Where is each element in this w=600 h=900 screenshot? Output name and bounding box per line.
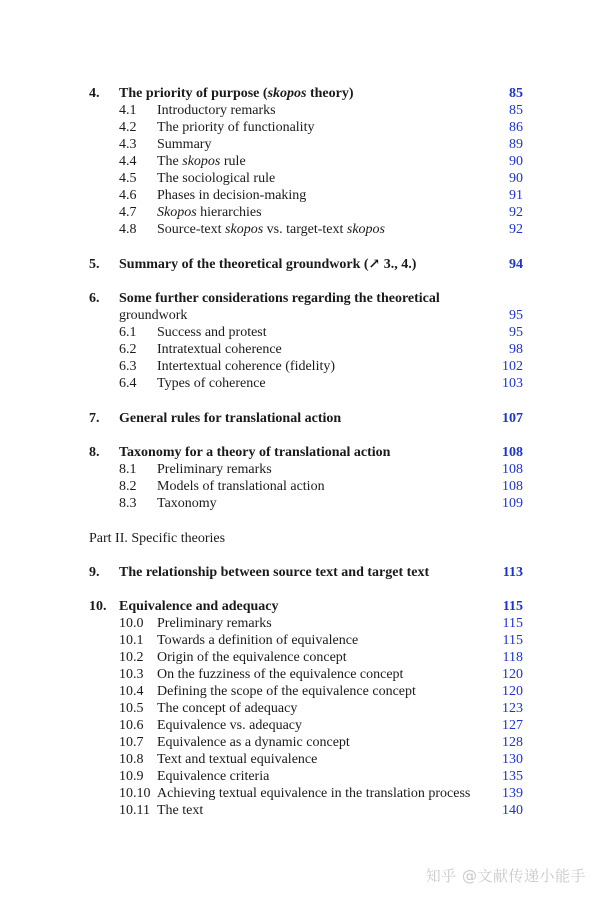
- entry-number: 6.1: [119, 325, 137, 340]
- entry-number: 4.6: [119, 188, 137, 203]
- page-number-link[interactable]: 90: [509, 154, 523, 169]
- entry-title: Some further considerations regarding the theoretical: [119, 291, 440, 306]
- entry-title: Types of coherence: [157, 376, 266, 391]
- entry-number: 4.7: [119, 205, 137, 220]
- section-entry[interactable]: [0, 717, 600, 734]
- entry-number: 5.: [89, 257, 100, 272]
- page-number-link[interactable]: 118: [502, 650, 523, 665]
- chapter-entry[interactable]: [0, 290, 600, 307]
- page-number-link[interactable]: 91: [509, 188, 523, 203]
- entry-title: Source-text skopos vs. target-text skopos: [157, 222, 386, 237]
- section-entry[interactable]: [0, 683, 600, 700]
- section-entry[interactable]: [0, 615, 600, 632]
- page-number-link[interactable]: 123: [502, 701, 523, 716]
- section-entry[interactable]: [0, 802, 600, 819]
- section-entry[interactable]: [0, 495, 600, 512]
- entry-title: Preliminary remarks: [157, 462, 272, 477]
- page-number-link[interactable]: 94: [509, 257, 523, 272]
- entry-title: The relationship between source text and target text: [119, 565, 430, 580]
- section-entry[interactable]: [0, 734, 600, 751]
- entry-number: 4.5: [119, 171, 137, 186]
- entry-title: Equivalence and adequacy: [119, 599, 279, 614]
- chapter-entry[interactable]: [0, 564, 600, 581]
- section-entry[interactable]: [0, 700, 600, 717]
- page-number-link[interactable]: 113: [502, 565, 523, 580]
- page-number-link[interactable]: 115: [502, 633, 523, 648]
- page-number-link[interactable]: 135: [502, 769, 523, 784]
- entry-title: Success and protest: [157, 325, 267, 340]
- entry-title: Equivalence vs. adequacy: [157, 718, 302, 733]
- page-number-link[interactable]: 115: [502, 599, 523, 614]
- entry-number: 8.: [89, 445, 100, 460]
- entry-title: Towards a definition of equivalence: [157, 633, 359, 648]
- entry-number: 4.2: [119, 120, 137, 135]
- section-entry[interactable]: [0, 102, 600, 119]
- entry-title: Intratextual coherence: [157, 342, 282, 357]
- page-number-link[interactable]: 92: [509, 222, 523, 237]
- page-number-link[interactable]: 139: [502, 786, 523, 801]
- page-number-link[interactable]: 109: [502, 496, 523, 511]
- page-number-link[interactable]: 95: [509, 308, 523, 323]
- section-entry[interactable]: [0, 170, 600, 187]
- section-entry[interactable]: [0, 341, 600, 358]
- entry-number: 10.5: [119, 701, 144, 716]
- page-number-link[interactable]: 98: [509, 342, 523, 357]
- section-entry[interactable]: [0, 358, 600, 375]
- entry-number: 6.: [89, 291, 100, 306]
- page-number-link[interactable]: 108: [502, 462, 523, 477]
- section-entry[interactable]: [0, 785, 600, 802]
- entry-title: The sociological rule: [157, 171, 276, 186]
- entry-number: 10.6: [119, 718, 144, 733]
- page-number-link[interactable]: 108: [502, 479, 523, 494]
- entry-title: Summary: [157, 137, 212, 152]
- entry-title: The priority of functionality: [157, 120, 315, 135]
- chapter-entry[interactable]: [0, 85, 600, 102]
- entry-title: Taxonomy: [157, 496, 217, 511]
- section-entry[interactable]: [0, 153, 600, 170]
- section-entry[interactable]: [0, 221, 600, 238]
- page-number-link[interactable]: 107: [502, 411, 523, 426]
- entry-title: Skopos hierarchies: [157, 205, 262, 220]
- entry-number: 10.8: [119, 752, 144, 767]
- entry-number: 10.3: [119, 667, 144, 682]
- entry-title: Intertextual coherence (fidelity): [157, 359, 336, 374]
- page-number-link[interactable]: 120: [502, 667, 523, 682]
- entry-number: 6.3: [119, 359, 137, 374]
- entry-number: 4.8: [119, 222, 137, 237]
- entry-title: groundwork: [119, 308, 188, 323]
- page-number-link[interactable]: 130: [502, 752, 523, 767]
- section-entry[interactable]: [0, 478, 600, 495]
- entry-title: Taxonomy for a theory of translational action: [119, 445, 391, 460]
- page-number-link[interactable]: 86: [509, 120, 523, 135]
- entry-title: The priority of purpose (skopos theory): [119, 86, 354, 101]
- entry-number: 10.4: [119, 684, 144, 699]
- entry-title: Equivalence as a dynamic concept: [157, 735, 350, 750]
- entry-number: 10.10: [119, 786, 151, 801]
- entry-title: Defining the scope of the equivalence concept: [157, 684, 416, 699]
- entry-number: 6.2: [119, 342, 137, 357]
- entry-title: General rules for translational action: [119, 411, 342, 426]
- entry-number: 8.1: [119, 462, 137, 477]
- page-number-link[interactable]: 95: [509, 325, 523, 340]
- entry-title: Origin of the equivalence concept: [157, 650, 347, 665]
- page-number-link[interactable]: 85: [509, 86, 523, 101]
- entry-number: 10.2: [119, 650, 144, 665]
- section-entry[interactable]: [0, 375, 600, 392]
- entry-title: Preliminary remarks: [157, 616, 272, 631]
- page-number-link[interactable]: 120: [502, 684, 523, 699]
- chapter-entry[interactable]: [0, 598, 600, 615]
- page-number-link[interactable]: 92: [509, 205, 523, 220]
- entry-number: 4.4: [119, 154, 137, 169]
- section-entry[interactable]: [0, 204, 600, 221]
- section-entry[interactable]: [0, 324, 600, 341]
- entry-number: 9.: [89, 565, 100, 580]
- entry-title: Text and textual equivalence: [157, 752, 318, 767]
- entry-number: 4.3: [119, 137, 137, 152]
- page-number-link[interactable]: 128: [502, 735, 523, 750]
- page-number-link[interactable]: 90: [509, 171, 523, 186]
- section-entry[interactable]: [0, 632, 600, 649]
- chapter-entry[interactable]: [0, 410, 600, 427]
- entry-title: On the fuzziness of the equivalence concept: [157, 667, 404, 682]
- page-number-link[interactable]: 115: [502, 616, 523, 631]
- entry-title: Introductory remarks: [157, 103, 276, 118]
- page-number-link[interactable]: 103: [502, 376, 523, 391]
- entry-title: Part II. Specific theories: [89, 531, 226, 546]
- entry-title: Phases in decision-making: [157, 188, 307, 203]
- section-entry[interactable]: [0, 119, 600, 136]
- entry-number: 6.4: [119, 376, 137, 391]
- section-entry[interactable]: [0, 649, 600, 666]
- watermark: 知乎 @文献传递小能手: [425, 867, 586, 885]
- page-number-link[interactable]: 108: [502, 445, 523, 460]
- chapter-entry[interactable]: [0, 256, 600, 273]
- entry-number: 10.0: [119, 616, 144, 631]
- entry-number: 10.11: [119, 803, 150, 818]
- entry-title: The concept of adequacy: [157, 701, 298, 716]
- entry-title: The text: [157, 803, 204, 818]
- section-entry[interactable]: [0, 136, 600, 153]
- entry-number: 8.3: [119, 496, 137, 511]
- section-entry[interactable]: [0, 768, 600, 785]
- section-entry[interactable]: [0, 751, 600, 768]
- entry-number: 4.: [89, 86, 100, 101]
- entry-title: The skopos rule: [157, 154, 246, 169]
- chapter-entry[interactable]: [0, 444, 600, 461]
- entry-number: 10.7: [119, 735, 144, 750]
- part-heading[interactable]: [0, 530, 600, 547]
- page-number-link[interactable]: 140: [502, 803, 523, 818]
- page-number-link[interactable]: 127: [502, 718, 523, 733]
- page-number-link[interactable]: 85: [509, 103, 523, 118]
- entry-number: 8.2: [119, 479, 137, 494]
- entry-title: Equivalence criteria: [157, 769, 270, 784]
- entry-number: 4.1: [119, 103, 137, 118]
- entry-number: 10.9: [119, 769, 144, 784]
- entry-number: 10.1: [119, 633, 144, 648]
- section-entry[interactable]: [0, 187, 600, 204]
- section-entry[interactable]: [0, 666, 600, 683]
- entry-title: Achieving textual equivalence in the translation process: [157, 786, 471, 801]
- entry-title: Models of translational action: [157, 479, 325, 494]
- chapter-entry-continuation[interactable]: [0, 307, 600, 324]
- entry-title: Summary of the theoretical groundwork (↗ 3., 4.): [119, 257, 417, 272]
- page-number-link[interactable]: 102: [502, 359, 523, 374]
- page-number-link[interactable]: 89: [509, 137, 523, 152]
- entry-number: 10.: [89, 599, 107, 614]
- section-entry[interactable]: [0, 461, 600, 478]
- entry-number: 7.: [89, 411, 100, 426]
